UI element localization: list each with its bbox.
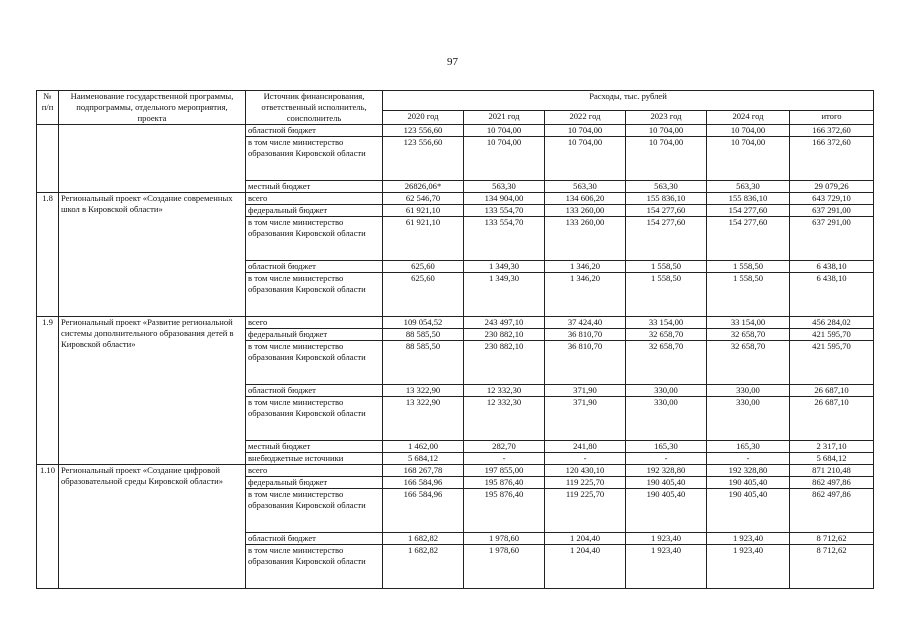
- year-value: 197 855,00: [464, 465, 545, 477]
- year-value: 563,30: [545, 181, 626, 193]
- year-value: 133 260,00: [545, 217, 626, 261]
- year-value: 133 554,70: [464, 217, 545, 261]
- year-value: 230 882,10: [464, 329, 545, 341]
- year-value: 154 277,60: [626, 205, 707, 217]
- funding-source: областной бюджет: [246, 385, 383, 397]
- year-value: 123 556,60: [383, 125, 464, 137]
- year-value: 168 267,78: [383, 465, 464, 477]
- year-value: 155 836,10: [707, 193, 790, 205]
- header-year: 2021 год: [464, 111, 545, 125]
- total-value: 166 372,60: [790, 125, 874, 137]
- year-value: 88 585,50: [383, 329, 464, 341]
- year-value: 1 923,40: [707, 533, 790, 545]
- total-value: 421 595,70: [790, 341, 874, 385]
- funding-source: областной бюджет: [246, 261, 383, 273]
- table-row: [37, 465, 874, 477]
- year-value: 563,30: [626, 181, 707, 193]
- funding-source: федеральный бюджет: [246, 329, 383, 341]
- total-value: 5 684,12: [790, 453, 874, 465]
- year-value: 12 332,30: [464, 385, 545, 397]
- year-value: 1 204,40: [545, 545, 626, 589]
- year-value: 1 558,50: [707, 273, 790, 317]
- table-row: [37, 317, 874, 329]
- header-year: 2023 год: [626, 111, 707, 125]
- year-value: 625,60: [383, 273, 464, 317]
- total-value: 2 317,10: [790, 441, 874, 453]
- year-value: 61 921,10: [383, 205, 464, 217]
- year-value: 10 704,00: [707, 137, 790, 181]
- project-name: Региональный проект «Создание цифровой образовательной среды Кировской области»: [59, 465, 246, 589]
- total-value: 862 497,86: [790, 489, 874, 533]
- year-value: 33 154,00: [707, 317, 790, 329]
- total-value: 166 372,60: [790, 137, 874, 181]
- year-value: 10 704,00: [707, 125, 790, 137]
- year-value: 119 225,70: [545, 477, 626, 489]
- row-number: 1.10: [37, 465, 59, 589]
- funding-source: в том числе министерство образования Кировской области: [246, 341, 383, 385]
- total-value: 6 438,10: [790, 261, 874, 273]
- year-value: 1 923,40: [626, 545, 707, 589]
- row-number: [37, 125, 59, 193]
- funding-source: в том числе министерство образования Кировской области: [246, 489, 383, 533]
- year-value: 371,90: [545, 385, 626, 397]
- total-value: 6 438,10: [790, 273, 874, 317]
- funding-source: федеральный бюджет: [246, 205, 383, 217]
- total-value: 862 497,86: [790, 477, 874, 489]
- year-value: 166 584,96: [383, 489, 464, 533]
- year-value: 32 658,70: [707, 329, 790, 341]
- total-value: 643 729,10: [790, 193, 874, 205]
- funding-source: всего: [246, 317, 383, 329]
- header-year: 2022 год: [545, 111, 626, 125]
- year-value: 109 054,52: [383, 317, 464, 329]
- year-value: 33 154,00: [626, 317, 707, 329]
- year-value: 166 584,96: [383, 477, 464, 489]
- year-value: 119 225,70: [545, 489, 626, 533]
- funding-source: областной бюджет: [246, 125, 383, 137]
- header-year: 2024 год: [707, 111, 790, 125]
- year-value: 241,80: [545, 441, 626, 453]
- year-value: 1 558,50: [707, 261, 790, 273]
- funding-source: внебюджетные источники: [246, 453, 383, 465]
- year-value: 190 405,40: [626, 477, 707, 489]
- year-value: 10 704,00: [545, 137, 626, 181]
- year-value: 330,00: [626, 385, 707, 397]
- year-value: 563,30: [464, 181, 545, 193]
- project-name: [59, 125, 246, 193]
- year-value: 10 704,00: [626, 125, 707, 137]
- year-value: 192 328,80: [707, 465, 790, 477]
- table-row: [37, 125, 874, 137]
- total-value: 8 712,62: [790, 533, 874, 545]
- year-value: 1 558,50: [626, 261, 707, 273]
- year-value: 1 346,20: [545, 261, 626, 273]
- year-value: 1 462,00: [383, 441, 464, 453]
- year-value: 32 658,70: [626, 341, 707, 385]
- year-value: 330,00: [707, 385, 790, 397]
- header-expenses: Расходы, тыс. рублей: [383, 91, 874, 111]
- year-value: 371,90: [545, 397, 626, 441]
- year-value: 36 810,70: [545, 329, 626, 341]
- year-value: 13 322,90: [383, 385, 464, 397]
- total-value: 421 595,70: [790, 329, 874, 341]
- year-value: 192 328,80: [626, 465, 707, 477]
- year-value: 10 704,00: [464, 125, 545, 137]
- total-value: 26 687,10: [790, 385, 874, 397]
- year-value: 123 556,60: [383, 137, 464, 181]
- year-value: -: [464, 453, 545, 465]
- year-value: 1 204,40: [545, 533, 626, 545]
- year-value: 5 684,12: [383, 453, 464, 465]
- header-year: 2020 год: [383, 111, 464, 125]
- year-value: 134 606,20: [545, 193, 626, 205]
- year-value: 190 405,40: [626, 489, 707, 533]
- year-value: 88 585,50: [383, 341, 464, 385]
- year-value: -: [707, 453, 790, 465]
- year-value: -: [545, 453, 626, 465]
- header-total: итого: [790, 111, 874, 125]
- page-number: 97: [447, 56, 458, 68]
- year-value: 133 260,00: [545, 205, 626, 217]
- year-value: -: [626, 453, 707, 465]
- year-value: 195 876,40: [464, 489, 545, 533]
- year-value: 13 322,90: [383, 397, 464, 441]
- year-value: 10 704,00: [464, 137, 545, 181]
- project-name: Региональный проект «Создание современных школ в Кировской области»: [59, 193, 246, 317]
- year-value: 155 836,10: [626, 193, 707, 205]
- funding-source: в том числе министерство образования Кировской области: [246, 397, 383, 441]
- year-value: 120 430,10: [545, 465, 626, 477]
- year-value: 1 346,20: [545, 273, 626, 317]
- funding-source: всего: [246, 465, 383, 477]
- funding-source: местный бюджет: [246, 441, 383, 453]
- header-name: Наименование государственной программы, подпрограммы, отдельного мероприятия, проекта: [59, 91, 246, 125]
- total-value: 637 291,00: [790, 217, 874, 261]
- year-value: 1 923,40: [626, 533, 707, 545]
- funding-source: федеральный бюджет: [246, 477, 383, 489]
- total-value: 29 079,26: [790, 181, 874, 193]
- year-value: 330,00: [707, 397, 790, 441]
- year-value: 62 546,70: [383, 193, 464, 205]
- year-value: 32 658,70: [626, 329, 707, 341]
- year-value: 1 682,82: [383, 533, 464, 545]
- year-value: 134 904,00: [464, 193, 545, 205]
- row-number: 1.8: [37, 193, 59, 317]
- year-value: 10 704,00: [545, 125, 626, 137]
- year-value: 1 923,40: [707, 545, 790, 589]
- header-number: № п/п: [37, 91, 59, 125]
- year-value: 61 921,10: [383, 217, 464, 261]
- table-row: [37, 193, 874, 205]
- funding-source: в том числе министерство образования Кировской области: [246, 137, 383, 181]
- year-value: 1 349,30: [464, 273, 545, 317]
- total-value: 8 712,62: [790, 545, 874, 589]
- year-value: 154 277,60: [707, 205, 790, 217]
- year-value: 165,30: [707, 441, 790, 453]
- total-value: 871 210,48: [790, 465, 874, 477]
- year-value: 154 277,60: [707, 217, 790, 261]
- total-value: 456 284,02: [790, 317, 874, 329]
- funding-source: местный бюджет: [246, 181, 383, 193]
- funding-source: в том числе министерство образования Кировской области: [246, 545, 383, 589]
- funding-source: областной бюджет: [246, 533, 383, 545]
- year-value: 12 332,30: [464, 397, 545, 441]
- year-value: 243 497,10: [464, 317, 545, 329]
- year-value: 165,30: [626, 441, 707, 453]
- table-body: [37, 125, 874, 589]
- year-value: 563,30: [707, 181, 790, 193]
- year-value: 154 277,60: [626, 217, 707, 261]
- year-value: 1 349,30: [464, 261, 545, 273]
- year-value: 133 554,70: [464, 205, 545, 217]
- year-value: 282,70: [464, 441, 545, 453]
- funding-source: в том числе министерство образования Кировской области: [246, 217, 383, 261]
- year-value: 10 704,00: [626, 137, 707, 181]
- year-value: 230 882,10: [464, 341, 545, 385]
- funding-source: всего: [246, 193, 383, 205]
- total-value: 637 291,00: [790, 205, 874, 217]
- year-value: 625,60: [383, 261, 464, 273]
- row-number: 1.9: [37, 317, 59, 465]
- year-value: 1 978,60: [464, 545, 545, 589]
- year-value: 1 682,82: [383, 545, 464, 589]
- header-source: Источник финансирования, ответственный исполнитель, соисполнитель: [246, 91, 383, 125]
- year-value: 195 876,40: [464, 477, 545, 489]
- year-value: 26826,06*: [383, 181, 464, 193]
- year-value: 37 424,40: [545, 317, 626, 329]
- year-value: 1 558,50: [626, 273, 707, 317]
- year-value: 32 658,70: [707, 341, 790, 385]
- year-value: 190 405,40: [707, 489, 790, 533]
- year-value: 1 978,60: [464, 533, 545, 545]
- year-value: 190 405,40: [707, 477, 790, 489]
- year-value: 330,00: [626, 397, 707, 441]
- budget-table: [36, 90, 874, 589]
- year-value: 36 810,70: [545, 341, 626, 385]
- project-name: Региональный проект «Развитие региональной системы дополнительного образования детей в Кировской области»: [59, 317, 246, 465]
- total-value: 26 687,10: [790, 397, 874, 441]
- funding-source: в том числе министерство образования Кировской области: [246, 273, 383, 317]
